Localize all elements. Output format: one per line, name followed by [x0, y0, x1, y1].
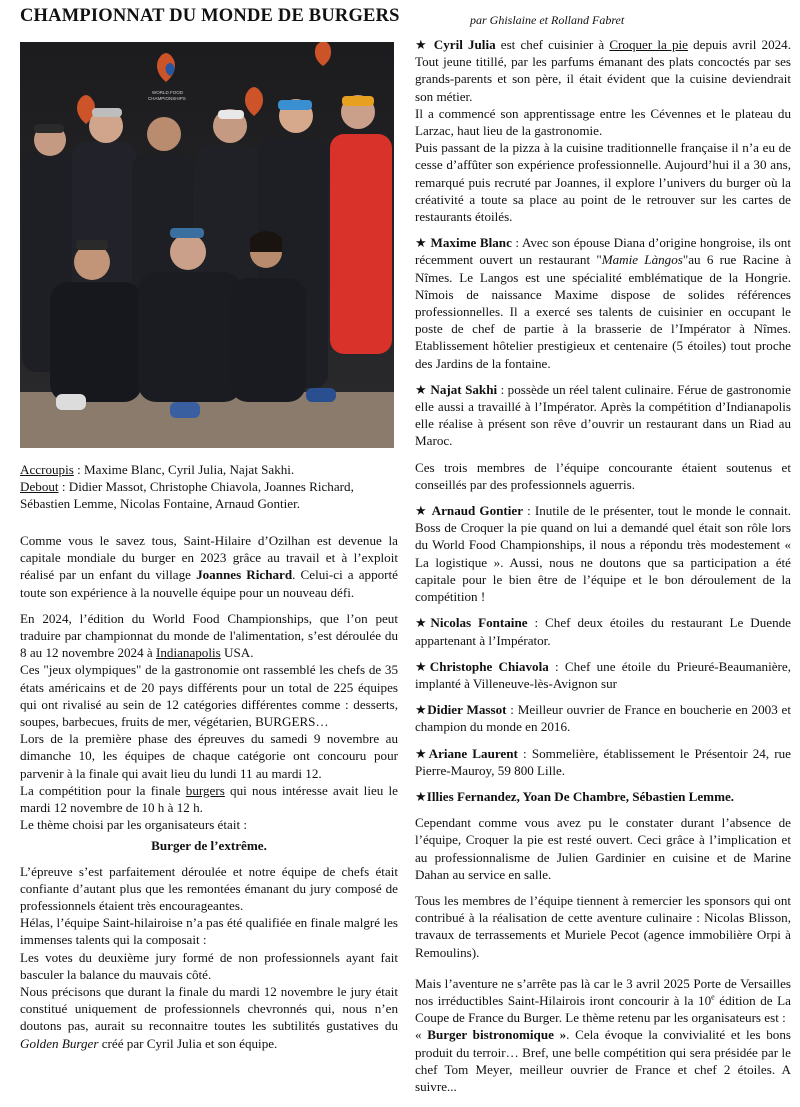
star-icon: ★	[415, 235, 427, 251]
star-icon: ★	[415, 658, 430, 674]
left-column	[20, 532, 398, 1052]
star-icon: ★	[415, 702, 428, 718]
paragraph: Ces "jeux olympiques" de la gastronomie ont rassemblé les chefs de 35 états américains et de 20 pays différents pour un total de 225 équipes qui ont rivalisé au sein de 12 catégories différentes comme : desserts, soupes, barbecues, fruits de mer, végétarien, BURGERS…	[20, 662, 398, 730]
paragraph-maxime: ★ Maxime Blanc : Avec son épouse Diana d’origine hongroise, ils ont récemment ouvert un restaurant "Mamie Làngos"au 6 rue Racine à Nîmes. Le Langos est une spécialité emblématique de la Hongrie. Nîmois de naissance Maxime dispose de solides références professionnelles. Il a exercé ses talents de cuisinier en occupant le poste de chef de partie à la brasserie de l’Impérator à Nîmes. Etablissement hôtelier prestigieux et centenaire (5 étoiles) tout proche des Jardins de la fontaine.	[415, 235, 792, 371]
paragraph: La compétition pour la finale burgers qui nous intéresse avait lieu le mardi 12 novembre de 10 h à 12 h.	[20, 782, 398, 816]
team-photo-illustration	[20, 42, 394, 448]
paragraph-nicolas: ★Nicolas Fontaine : Chef deux étoiles du restaurant Le Duende appartenant à l’Impérator.	[415, 615, 791, 648]
caption-label-debout: Debout	[20, 479, 59, 495]
paragraph: Mais l’aventure ne s’arrête pas là car le 3 avril 2025 Porte de Versailles nos irréductibles Saint-Hilairois iront concourir à la 10e édition de La Coupe de France du Burger. Le thème retenu par les organisateurs est :	[415, 975, 791, 1026]
crouching-row	[50, 228, 306, 402]
page-title: CHAMPIONNAT DU MONDE DE BURGERS	[20, 6, 400, 26]
star-icon: ★	[415, 745, 429, 761]
croquer-la-pie-link: Croquer la pie	[609, 37, 688, 52]
team-photo	[20, 42, 394, 448]
paragraph: Comme vous le savez tous, Saint-Hilaire d’Ozilhan est devenue la capitale mondiale du burger en 2023 grâce au travail et à l’exploit réalisé par un enfant du village Joannes Richard. Celui-ci a apporté toute son expérience à la nouvelle équipe pour un nouveau défi.	[20, 533, 398, 600]
star-icon: ★	[415, 503, 428, 519]
theme-heading: Burger de l’extrême.	[151, 838, 267, 854]
right-column	[415, 36, 791, 1095]
paragraph: Tous les membres de l’équipe tiennent à remercier les sponsors qui ont contribué à la réalisation de cette aventure culinaire : Nicolas Blisson, travaux de terrassements et Muriele Pecot (agence immobilière Orpi à Remoulins).	[415, 892, 791, 960]
paragraph-arnaud: ★ Arnaud Gontier : Inutile de le présenter, tout le monde le connait. Boss de Croquer la pie quand on lui a demandé quel était son rôle lors du World Food Championships, il nous a répondu très modestement « La logistique ». Aussi, nous ne doutons que sa participation a été capitale pour le bien être de l’équipe et le bon déroulement de la compétition !	[415, 503, 791, 605]
caption-label-accroupis: Accroupis	[20, 462, 74, 477]
paragraph-cyril: ★ Cyril Julia est chef cuisinier à Croquer la pie depuis avril 2024. Tout jeune titillé, par les parfums émanant des plats concoctés par ses grands-parents et son père, il était évident que la cuisine deviendrait son métier.	[415, 37, 792, 104]
paragraph-christophe: ★Christophe Chiavola : Chef une étoile du Prieuré-Beaumanière, implanté à Villeneuve-lès-Avignon sur	[415, 658, 791, 691]
paragraph-najat: ★ Najat Sakhi : possède un réel talent culinaire. Férue de gastronomie elle aussi a travaillé à l’Impérator. Après la compétition d’Indianapolis elle réalise à présent son rêve d’ouvrir un restaurant dans un Riad au Maroc.	[415, 381, 791, 449]
star-icon: ★	[415, 37, 429, 52]
paragraph: « Burger bistronomique ». Cela évoque la convivialité et les bons produit du terroir… Bref, une belle compétition qui sera présidée par le chef Tom Meyer, meilleur ouvrier de France et chef 2 étoiles. A suivre...	[415, 1027, 791, 1094]
paragraph: Lors de la première phase des épreuves du samedi 9 novembre au dimanche 10, les équipes de chaque catégorie ont concouru pour parvenir à la finale qui avait lieu du lundi 11 au mardi 12.	[20, 731, 398, 781]
paragraph: L’épreuve s’est parfaitement déroulée et notre équipe de chefs était confiante d’autant plus que les remontées émanant du jury composé de professionnels étaient très encourageantes.	[20, 863, 398, 914]
paragraph: Le thème choisi par les organisateurs était :	[20, 817, 248, 833]
star-icon: ★	[415, 788, 427, 804]
byline: par Ghislaine et Rolland Fabret	[470, 13, 625, 27]
banner-text: WORLD FOOD	[152, 90, 183, 95]
paragraph: Ces trois membres de l’équipe concourante étaient soutenus et conseillés par des professionnels aguerris.	[415, 459, 791, 492]
caption-accroupis: : Maxime Blanc, Cyril Julia, Najat Sakhi.	[73, 462, 295, 477]
paragraph-didier: ★Didier Massot : Meilleur ouvrier de France en boucherie en 2003 et champion du monde en 2016.	[415, 702, 792, 735]
star-icon: ★	[415, 381, 427, 397]
paragraph: Nous précisons que durant la finale du mardi 12 novembre le jury était constitué uniquement de professionnels chevronnés qui, nous n’en doutons pas, aurait su reconnaitre toutes les subtilités gustatives du Golden Burger créé par Cyril Julia et son équipe.	[20, 984, 398, 1051]
svg-text:CHAMPIONSHIPS: CHAMPIONSHIPS	[148, 96, 186, 101]
caption-debout: : Didier Massot, Christophe Chiavola, Joannes Richard, Sébastien Lemme, Nicolas Fontaine, Arnaud Gontier.	[20, 479, 354, 512]
paragraph: Les votes du deuxième jury formé de non professionnels ayant fait basculer la balance du mauvais côté.	[20, 949, 398, 982]
paragraph-illies: ★Illies Fernandez, Yoan De Chambre, Sébastien Lemme.	[415, 788, 735, 804]
indianapolis-link: Indianapolis	[156, 645, 221, 661]
paragraph: Il a commencé son apprentissage entre les Cévennes et le plateau du Larzac, haut lieu de la gastronomie.	[415, 105, 791, 139]
paragraph: Cependant comme vous avez pu le constater durant l’absence de l’équipe, Croquer la pie est resté ouvert. Ceci grâce à l’implication et au professionnalisme de Julien Gardinier en cuisine et de Marine Dahan au service en salle.	[415, 815, 791, 882]
paragraph: En 2024, l’édition du World Food Championships, que l’on peut traduire par championnat du monde de l'alimentation, s’est déroulée du 8 au 12 novembre 2024 à Indianapolis USA.	[20, 610, 398, 661]
star-icon: ★	[415, 615, 431, 631]
photo-captions	[20, 461, 398, 513]
paragraph-ariane: ★Ariane Laurent : Sommelière, établissement le Présentoir 24, rue Pierre-Mauroy, 59 800 Lille.	[415, 745, 791, 778]
paragraph: Hélas, l’équipe Saint-hilairoise n’a pas été qualifiée en finale malgré les immenses talents qui la composait :	[20, 915, 398, 948]
paragraph: Puis passant de la pizza à la cuisine traditionnelle française il n’a eu de cesse d’affûter son expérience professionnelle. Aujourd’hui il a 30 ans, remarqué puis recruté par Joannes, il explore l’univers du burger où la créativité a toute sa place au point de le retrouver sur les cartes de restaurants étoilés.	[415, 140, 791, 225]
